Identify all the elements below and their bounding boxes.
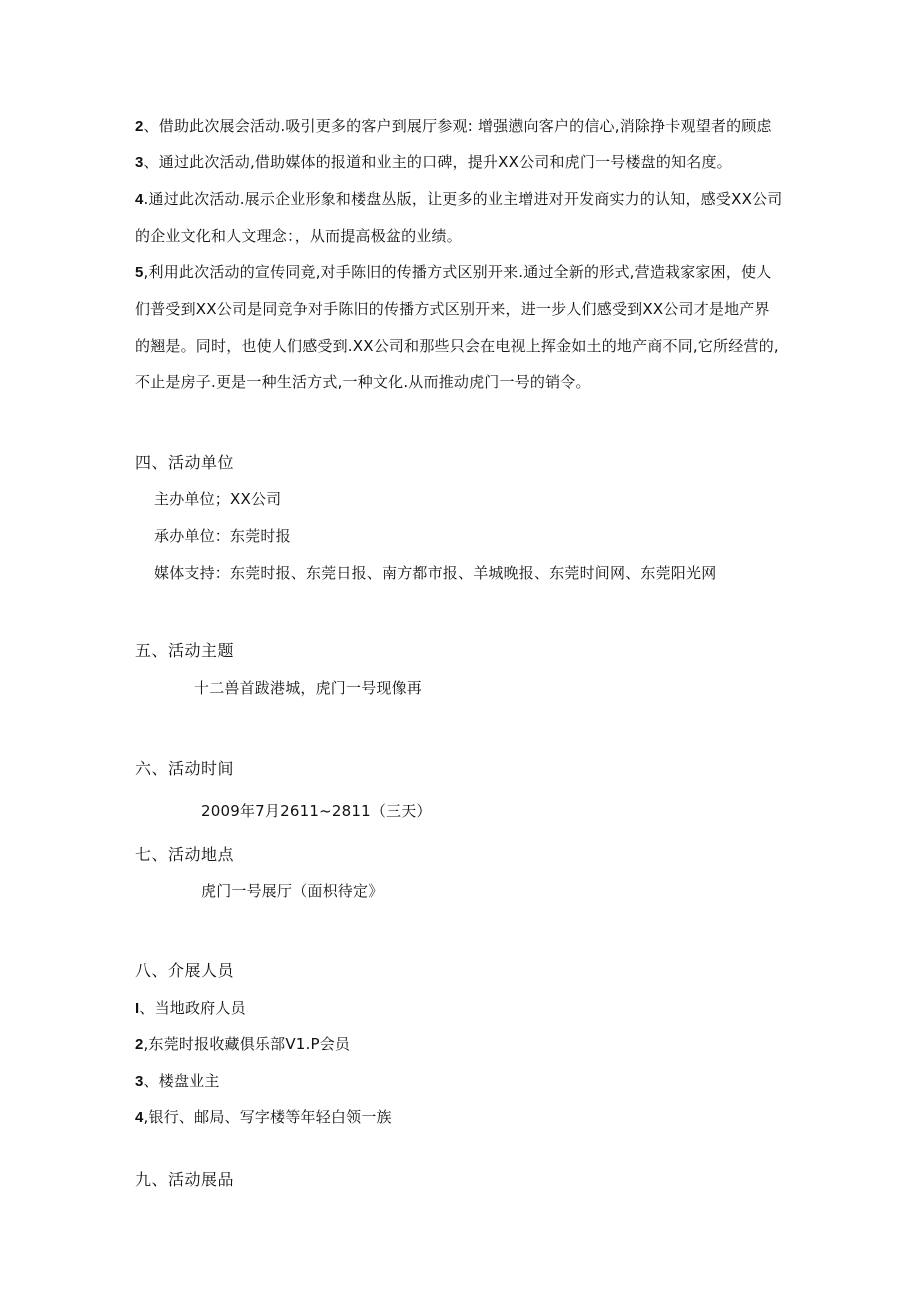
section-heading-participants: 八、介展人员 bbox=[135, 961, 235, 980]
item-number: 3 bbox=[135, 1073, 144, 1090]
item-number: 5 bbox=[135, 264, 144, 281]
participant-item bbox=[135, 1034, 350, 1055]
item-text: ,利用此次活动的宣传同竟,对手陈旧的传播方式区别开来.通过全新的形式,营造栽家家困，使人 bbox=[143, 263, 772, 281]
purpose-item-5-line-4: 不止是房子.更是一种生活方式,一种文化.从而推动虎门一号的销令。 bbox=[135, 373, 591, 391]
purpose-item-4 bbox=[135, 189, 782, 210]
item-number: 3 bbox=[135, 154, 144, 171]
purpose-item-3 bbox=[135, 152, 732, 173]
purpose-item-5-line-2: 们普受到XX公司是同竞争对手陈旧的传播方式区别开来，进一步人们感受到XX公司才是地产界 bbox=[135, 300, 770, 318]
purpose-item-4-line-2: 的企业文化和人文理念：，从而提高极盆的业绩。 bbox=[135, 227, 462, 245]
purpose-item-5-line-3: 的翘是。同时，也使人们感受到.XX公司和那些只会在电视上挥金如土的地产商不同,它所经营的, bbox=[135, 337, 779, 355]
section-heading-time: 六、活动时间 bbox=[135, 759, 235, 778]
item-text: ,东莞时报收藏俱乐部V1.P会员 bbox=[143, 1035, 351, 1053]
item-text: 、借助此次展会活动.吸引更多的客户到展厅参观: 增强懑向客户的信心,消除挣卡观望者的顾虑 bbox=[143, 117, 772, 135]
organizer-media: 媒体支持：东莞时报、东莞日报、南方都市报、羊城晚报、东莞时间网、东莞阳光网 bbox=[154, 564, 717, 582]
item-text: 、楼盘业主 bbox=[143, 1072, 220, 1090]
section-heading-theme: 五、活动主题 bbox=[135, 641, 235, 660]
item-number: I bbox=[135, 1000, 140, 1017]
purpose-item-5 bbox=[135, 262, 771, 283]
item-text: ,银行、邮局、写字楼等年轻白领一族 bbox=[143, 1108, 392, 1126]
organizer-host: 主办单位；XX公司 bbox=[154, 490, 282, 508]
participant-item bbox=[135, 998, 246, 1019]
item-number: 4 bbox=[135, 1109, 144, 1126]
event-location: 虎门一号展厅（面枳待定》 bbox=[201, 882, 384, 900]
section-heading-exhibits: 九、活动展品 bbox=[135, 1170, 235, 1189]
participant-item bbox=[135, 1107, 392, 1128]
section-heading-organizers: 四、活动单位 bbox=[135, 453, 235, 472]
organizer-undertaker: 承办单位：东莞时报 bbox=[154, 527, 291, 545]
item-number: 4 bbox=[135, 191, 144, 208]
event-theme: 十二兽首跋港城，虎门一号现像再 bbox=[194, 679, 423, 697]
section-heading-location: 七、活动地点 bbox=[135, 845, 235, 864]
event-time: 2009年7月2611~2811（三天） bbox=[201, 802, 432, 820]
item-text: 、当地政府人员 bbox=[139, 999, 246, 1017]
participant-item bbox=[135, 1071, 220, 1092]
purpose-item-2 bbox=[135, 116, 772, 137]
item-number: 2 bbox=[135, 118, 144, 135]
item-text: 、通过此次活动,借助媒体的报道和业主的口碑，提升XX公司和虎门一号楼盘的知名度。 bbox=[143, 153, 732, 171]
item-number: 2 bbox=[135, 1036, 144, 1053]
item-text: .通过此次活动.展示企业形象和楼盘丛版，让更多的业主增进对开发商实力的认知，感受XX公司 bbox=[143, 190, 783, 208]
